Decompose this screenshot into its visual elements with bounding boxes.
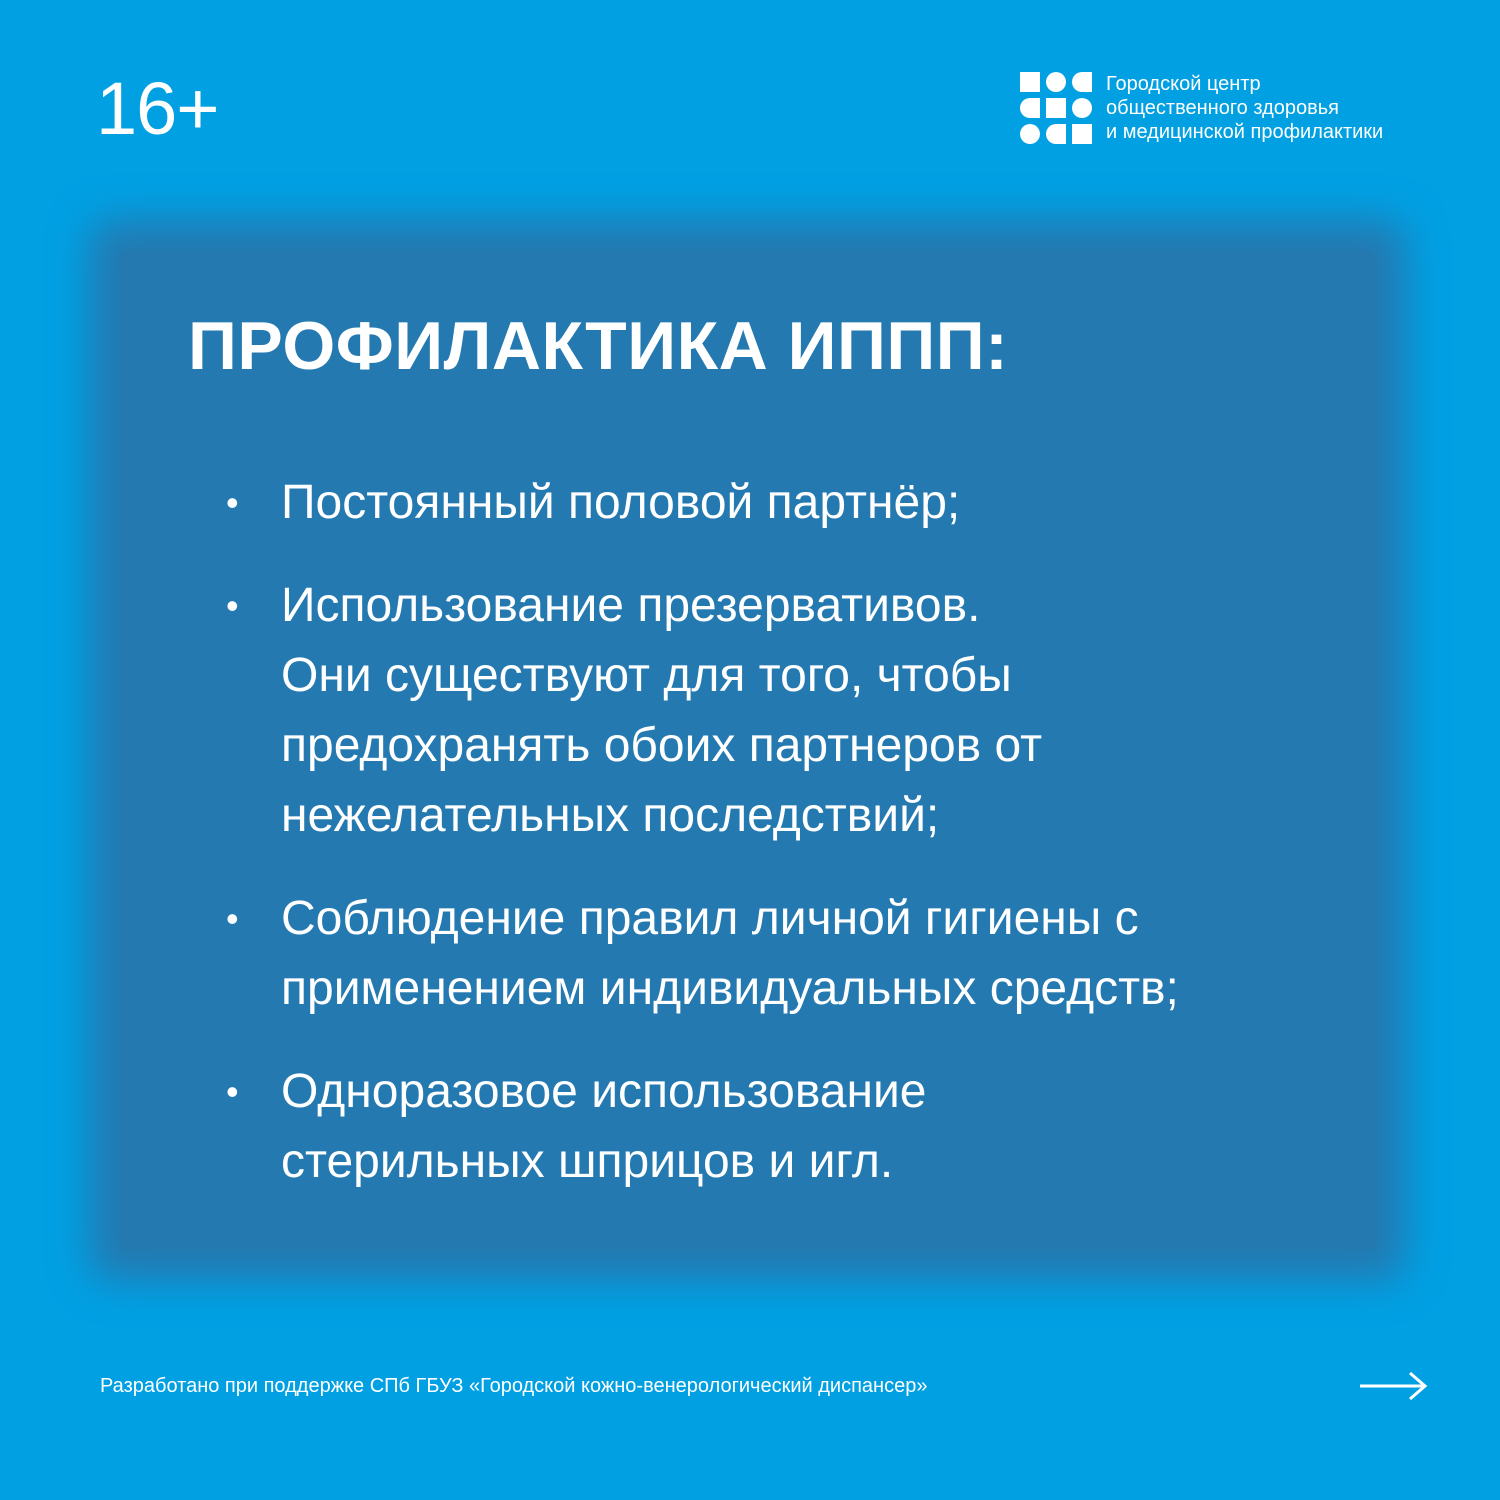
list-item-line: стерильных шприцов и игл. — [281, 1135, 894, 1188]
list-item-text — [281, 1057, 1330, 1197]
list-item — [226, 571, 1330, 851]
list-item-line: нежелательных последствий; — [281, 789, 940, 842]
org-logo-icon — [1020, 72, 1092, 144]
bullet-icon: • — [226, 898, 239, 939]
list-item-line: Использование презервативов. — [281, 579, 981, 632]
footer-credit: Разработано при поддержке СПб ГБУЗ «Городской кожно-венерологический диспансер» — [100, 1375, 928, 1397]
list-item — [226, 468, 1330, 538]
bullet-icon: • — [226, 585, 239, 626]
list-item — [226, 884, 1330, 1024]
list-item-text — [281, 884, 1330, 1024]
bullet-icon: • — [226, 482, 239, 523]
list-item — [226, 1057, 1330, 1197]
bullet-icon: • — [226, 1071, 239, 1112]
org-name: Городской центр общественного здоровья и медицинской профилактики — [1106, 73, 1384, 143]
list-item-line: Они существуют для того, чтобы — [281, 649, 1012, 702]
org-logo — [1020, 72, 1383, 144]
list-item-line: применением индивидуальных средств; — [281, 962, 1179, 1015]
list-item-line: Соблюдение правил личной гигиены с — [281, 892, 1139, 945]
list-item-text — [281, 468, 1330, 538]
list-item-line: предохранять обоих партнеров от — [281, 719, 1043, 772]
list-item-line: Одноразовое использование — [281, 1065, 927, 1118]
page-title: ПРОФИЛАКТИКА ИППП: — [188, 308, 1009, 384]
prevention-list — [226, 468, 1330, 1230]
list-item-line: Постоянный половой партнёр; — [281, 476, 961, 529]
arrow-right-icon[interactable] — [1360, 1370, 1428, 1402]
age-rating: 16+ — [96, 67, 219, 150]
list-item-text — [281, 571, 1330, 851]
